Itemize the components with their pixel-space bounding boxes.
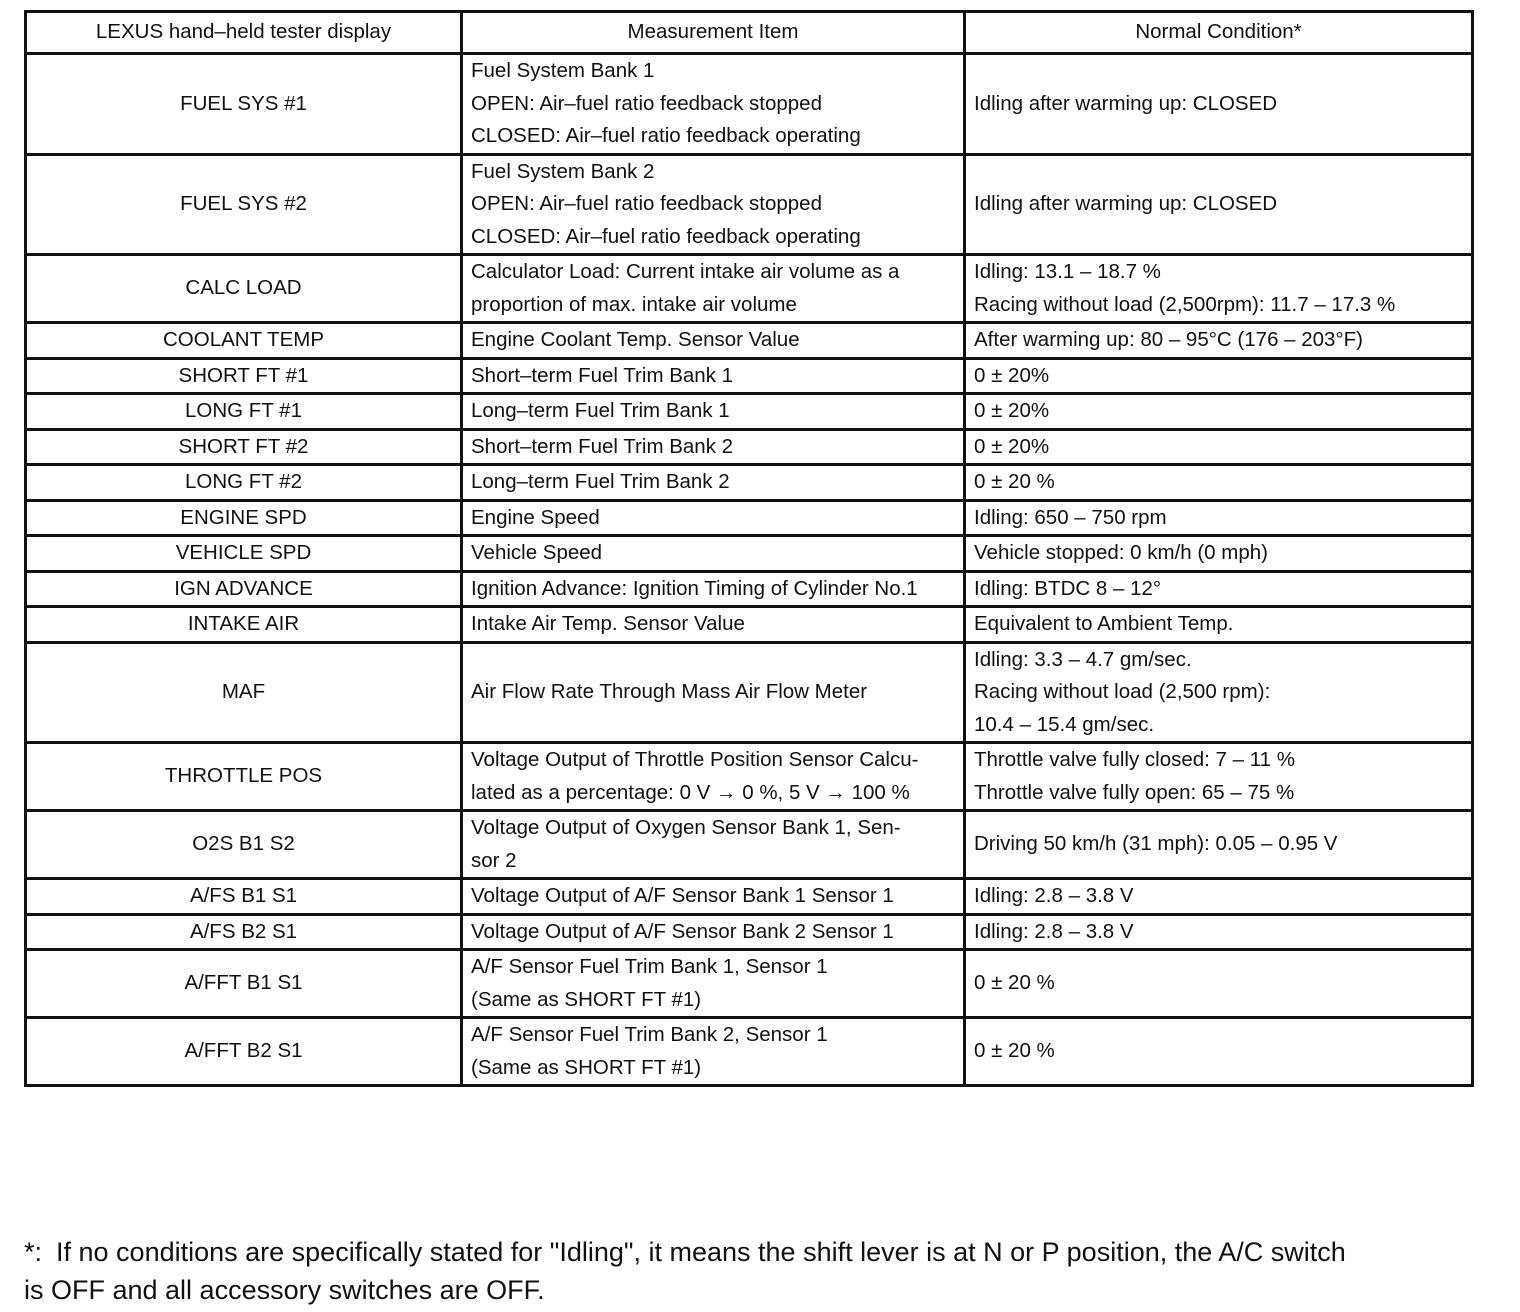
table-row <box>26 500 1473 536</box>
measurement-item-cell <box>462 536 965 572</box>
normal-condition-cell <box>965 607 1473 643</box>
normal-condition-cell <box>965 1018 1473 1086</box>
tester-display-cell: IGN ADVANCE <box>26 571 462 607</box>
measurement-item-line: Long–term Fuel Trim Bank 1 <box>471 399 730 422</box>
measurement-item-cell <box>462 500 965 536</box>
measurement-item-cell <box>462 394 965 430</box>
normal-condition-line: Throttle valve fully closed: 7 – 11 % <box>974 748 1295 771</box>
measurement-item-line: A/F Sensor Fuel Trim Bank 1, Sensor 1 <box>471 955 828 978</box>
table-row <box>26 571 1473 607</box>
measurement-item-line: Voltage Output of A/F Sensor Bank 1 Sensor 1 <box>471 884 894 907</box>
normal-condition-line: Idling: 650 – 750 rpm <box>974 505 1167 529</box>
measurement-item-line: Intake Air Temp. Sensor Value <box>471 612 745 635</box>
table-row <box>26 429 1473 465</box>
normal-condition-line: Idling after warming up: CLOSED <box>974 91 1278 115</box>
table-row <box>26 323 1473 359</box>
normal-condition-line: Idling: 2.8 – 3.8 V <box>974 919 1134 943</box>
normal-condition-line: Idling: 2.8 – 3.8 V <box>974 884 1134 907</box>
normal-condition-line: 0 ± 20 % <box>974 470 1055 493</box>
normal-condition-cell <box>965 571 1473 607</box>
measurement-item-line: Short–term Fuel Trim Bank 1 <box>471 363 734 387</box>
normal-condition-line: Racing without load (2,500rpm): 11.7 – 17.3 % <box>974 292 1396 316</box>
measurement-item-cell <box>462 879 965 915</box>
measurement-item-line: Engine Coolant Temp. Sensor Value <box>471 328 800 351</box>
measurement-item-line: Fuel System Bank 1 <box>471 59 655 82</box>
measurement-item-cell <box>462 642 965 743</box>
normal-condition-cell <box>965 536 1473 572</box>
normal-condition-cell <box>965 879 1473 915</box>
normal-condition-line: Idling: 13.1 – 18.7 % <box>974 260 1161 283</box>
normal-condition-cell <box>965 429 1473 465</box>
measurement-item-line: (Same as SHORT FT #1) <box>471 1055 702 1079</box>
normal-condition-line: 0 ± 20 % <box>974 1039 1055 1063</box>
header-normal-condition: Normal Condition* <box>965 12 1473 54</box>
tester-display-cell: A/FFT B2 S1 <box>26 1018 462 1086</box>
table-row <box>26 950 1473 1018</box>
measurement-item-cell <box>462 607 965 643</box>
measurement-item-cell <box>462 429 965 465</box>
normal-condition-line: Throttle valve fully open: 65 – 75 % <box>974 780 1295 804</box>
measurement-item-line: proportion of max. intake air volume <box>471 292 797 316</box>
normal-condition-line: 0 ± 20% <box>974 363 1050 387</box>
normal-condition-cell <box>965 642 1473 743</box>
tester-display-cell: A/FS B2 S1 <box>26 914 462 950</box>
tester-display-cell: ENGINE SPD <box>26 500 462 536</box>
normal-condition-line: Idling: 3.3 – 4.7 gm/sec. <box>974 647 1192 671</box>
normal-condition-line: 0 ± 20 % <box>974 971 1055 995</box>
measurement-item-cell <box>462 358 965 394</box>
table-row <box>26 536 1473 572</box>
normal-condition-cell <box>965 811 1473 879</box>
normal-condition-cell <box>965 500 1473 536</box>
table-row <box>26 255 1473 323</box>
measurement-item-line: OPEN: Air–fuel ratio feedback stopped <box>471 91 822 115</box>
measurement-item-line: Air Flow Rate Through Mass Air Flow Meter <box>471 680 868 703</box>
measurement-item-cell <box>462 743 965 811</box>
table-row <box>26 465 1473 501</box>
normal-condition-line: Vehicle stopped: 0 km/h (0 mph) <box>974 541 1268 564</box>
measurement-item-cell <box>462 914 965 950</box>
tester-display-cell: LONG FT #2 <box>26 465 462 501</box>
table-row <box>26 394 1473 430</box>
header-measurement-item: Measurement Item <box>462 12 965 54</box>
normal-condition-cell <box>965 54 1473 155</box>
measurement-item-cell <box>462 54 965 155</box>
tester-display-cell: LONG FT #1 <box>26 394 462 430</box>
table-body <box>26 54 1473 1086</box>
normal-condition-cell <box>965 743 1473 811</box>
tester-display-cell: SHORT FT #2 <box>26 429 462 465</box>
header-row <box>26 12 1473 54</box>
normal-condition-cell <box>965 465 1473 501</box>
footnote-text-1: If no conditions are specifically stated for "Idling", it means the shift lever is at N or P position, the A/C switch <box>56 1237 1346 1267</box>
measurement-item-line: Short–term Fuel Trim Bank 2 <box>471 434 734 458</box>
data-list-table <box>24 10 1474 1087</box>
measurement-item-line: Voltage Output of A/F Sensor Bank 2 Sensor 1 <box>471 919 894 943</box>
tester-display-cell: INTAKE AIR <box>26 607 462 643</box>
normal-condition-line: Idling after warming up: CLOSED <box>974 192 1278 215</box>
table-row <box>26 879 1473 915</box>
tester-display-cell: CALC LOAD <box>26 255 462 323</box>
footnote-line-2: is OFF and all accessory switches are OFF. <box>24 1275 545 1305</box>
measurement-item-cell <box>462 465 965 501</box>
measurement-item-line: Voltage Output of Throttle Position Sensor Calcu- <box>471 748 919 771</box>
normal-condition-cell <box>965 358 1473 394</box>
tester-display-cell: SHORT FT #1 <box>26 358 462 394</box>
measurement-item-cell <box>462 571 965 607</box>
normal-condition-line: 10.4 – 15.4 gm/sec. <box>974 712 1155 736</box>
measurement-item-line: A/F Sensor Fuel Trim Bank 2, Sensor 1 <box>471 1023 828 1046</box>
measurement-item-cell <box>462 323 965 359</box>
normal-condition-line: Idling: BTDC 8 – 12° <box>974 576 1162 600</box>
measurement-item-cell <box>462 154 965 255</box>
measurement-item-line: Long–term Fuel Trim Bank 2 <box>471 470 730 493</box>
normal-condition-cell <box>965 950 1473 1018</box>
table-row <box>26 914 1473 950</box>
footnote-mark: *: <box>24 1237 43 1267</box>
measurement-item-cell <box>462 1018 965 1086</box>
measurement-item-line: Ignition Advance: Ignition Timing of Cylinder No.1 <box>471 576 918 600</box>
table-row <box>26 642 1473 743</box>
tester-display-cell: MAF <box>26 642 462 743</box>
table-row <box>26 1018 1473 1086</box>
measurement-item-cell <box>462 811 965 879</box>
normal-condition-line: After warming up: 80 – 95°C (176 – 203°F) <box>974 328 1364 351</box>
normal-condition-line: 0 ± 20% <box>974 434 1050 458</box>
header-display: LEXUS hand–held tester display <box>26 12 462 54</box>
footnote <box>24 1233 1484 1309</box>
table-row <box>26 54 1473 155</box>
table-row <box>26 154 1473 255</box>
normal-condition-line: 0 ± 20% <box>974 399 1050 422</box>
measurement-item-line: lated as a percentage: 0 V → 0 %, 5 V → 100 % <box>471 780 910 804</box>
measurement-item-line: CLOSED: Air–fuel ratio feedback operating <box>471 224 861 248</box>
tester-display-cell: A/FFT B1 S1 <box>26 950 462 1018</box>
measurement-item-line: (Same as SHORT FT #1) <box>471 987 702 1011</box>
tester-display-cell: FUEL SYS #2 <box>26 154 462 255</box>
measurement-item-line: Fuel System Bank 2 <box>471 159 655 183</box>
tester-display-cell: COOLANT TEMP <box>26 323 462 359</box>
tester-display-cell: A/FS B1 S1 <box>26 879 462 915</box>
tester-display-cell: VEHICLE SPD <box>26 536 462 572</box>
measurement-item-cell <box>462 950 965 1018</box>
table-row <box>26 607 1473 643</box>
measurement-item-line: Calculator Load: Current intake air volume as a <box>471 260 900 283</box>
normal-condition-cell <box>965 154 1473 255</box>
tester-display-cell: THROTTLE POS <box>26 743 462 811</box>
tester-display-cell: O2S B1 S2 <box>26 811 462 879</box>
measurement-item-line: Engine Speed <box>471 505 600 529</box>
table-row <box>26 743 1473 811</box>
normal-condition-line: Equivalent to Ambient Temp. <box>974 612 1234 635</box>
measurement-item-cell <box>462 255 965 323</box>
normal-condition-cell <box>965 323 1473 359</box>
measurement-item-line: sor 2 <box>471 848 517 872</box>
measurement-item-line: OPEN: Air–fuel ratio feedback stopped <box>471 192 822 215</box>
footnote-line-1 <box>24 1233 1484 1271</box>
normal-condition-cell <box>965 255 1473 323</box>
normal-condition-cell <box>965 914 1473 950</box>
normal-condition-cell <box>965 394 1473 430</box>
measurement-item-line: Vehicle Speed <box>471 541 603 564</box>
table-row <box>26 358 1473 394</box>
tester-display-cell: FUEL SYS #1 <box>26 54 462 155</box>
measurement-item-line: Voltage Output of Oxygen Sensor Bank 1, Sen- <box>471 816 901 839</box>
normal-condition-line: Racing without load (2,500 rpm): <box>974 680 1271 703</box>
measurement-item-line: CLOSED: Air–fuel ratio feedback operating <box>471 124 861 147</box>
normal-condition-line: Driving 50 km/h (31 mph): 0.05 – 0.95 V <box>974 832 1338 856</box>
table-row <box>26 811 1473 879</box>
